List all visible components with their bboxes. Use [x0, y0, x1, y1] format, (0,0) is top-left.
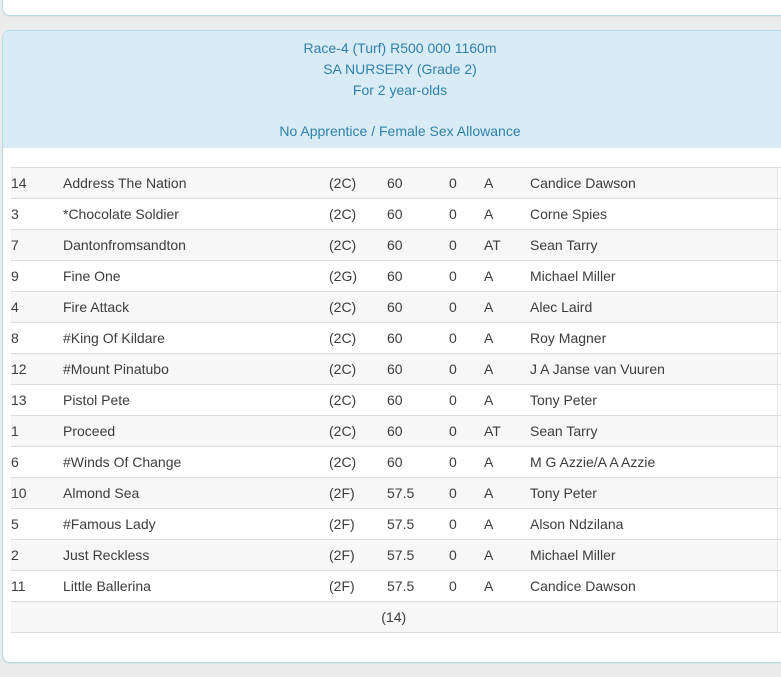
- entry-weight: 60: [387, 354, 449, 385]
- age-sex-group: (2F): [329, 578, 355, 594]
- apprentice-allowance: 0: [449, 292, 484, 323]
- age-sex-group: (2G): [329, 268, 357, 284]
- race-card-panel: [2, 30, 781, 663]
- entry-weight: 60: [387, 168, 449, 199]
- row-spacer: [777, 540, 781, 571]
- entry-number: 9: [11, 268, 19, 284]
- rider-status: A: [484, 168, 530, 199]
- entry-weight: 60: [387, 292, 449, 323]
- rider-status: A: [484, 478, 530, 509]
- table-row: [11, 540, 781, 571]
- race-allowance-note: No Apprentice / Female Sex Allowance: [279, 123, 521, 139]
- table-row: [11, 509, 781, 540]
- table-row: [11, 416, 781, 447]
- row-spacer: [777, 354, 781, 385]
- entry-number: 12: [11, 354, 63, 385]
- apprentice-allowance: 0: [449, 478, 484, 509]
- trainer-name: Michael Miller: [530, 268, 616, 284]
- rider-status: AT: [484, 416, 530, 447]
- apprentice-allowance: 0: [449, 454, 457, 470]
- apprentice-allowance: 0: [449, 354, 484, 385]
- apprentice-allowance: 0: [449, 416, 484, 447]
- row-spacer: [777, 447, 781, 478]
- race-name: SA NURSERY (Grade 2): [323, 61, 477, 77]
- table-row: [11, 478, 781, 509]
- horse-name: Proceed: [63, 416, 329, 447]
- trainer-name: Sean Tarry: [530, 230, 777, 261]
- entry-number: 13: [11, 392, 27, 408]
- horse-name: *Chocolate Soldier: [63, 206, 179, 222]
- trainer-name: Corne Spies: [530, 206, 608, 222]
- entry-weight: 57.5: [387, 478, 449, 509]
- age-sex-group: (2C): [329, 392, 357, 408]
- rider-status: A: [484, 540, 530, 571]
- age-sex-group: (2F): [329, 478, 387, 509]
- race-age-condition: For 2 year-olds: [352, 82, 448, 98]
- row-spacer: [777, 323, 781, 354]
- age-sex-group: (2C): [329, 292, 387, 323]
- table-row: [11, 292, 781, 323]
- age-sex-group: (2C): [329, 330, 357, 346]
- row-spacer: [777, 571, 781, 602]
- horse-name: Pistol Pete: [63, 392, 130, 408]
- rider-status: AT: [484, 230, 530, 261]
- entry-weight: 57.5: [387, 578, 415, 594]
- horse-name: #Mount Pinatubo: [63, 354, 329, 385]
- apprentice-allowance: 0: [449, 206, 457, 222]
- row-spacer: [777, 602, 781, 633]
- age-sex-group: (2C): [329, 354, 387, 385]
- entry-weight: 57.5: [387, 540, 449, 571]
- table-row: [11, 323, 781, 354]
- field-size-row: [11, 602, 781, 633]
- table-row: [11, 447, 781, 478]
- table-row: [11, 385, 781, 416]
- horse-name: Just Reckless: [63, 540, 329, 571]
- entry-weight: 60: [387, 206, 403, 222]
- entry-weight: 57.5: [387, 516, 415, 532]
- row-spacer: [777, 478, 781, 509]
- entry-number: 8: [11, 330, 19, 346]
- table-row: [11, 199, 781, 230]
- table-row: [11, 261, 781, 292]
- table-row: [11, 230, 781, 261]
- entry-number: 4: [11, 292, 63, 323]
- row-spacer: [777, 416, 781, 447]
- age-sex-group: (2F): [329, 516, 355, 532]
- race-title: Race-4 (Turf) R500 000 1160m: [303, 40, 497, 56]
- age-sex-group: (2F): [329, 540, 387, 571]
- horse-name: #King Of Kildare: [63, 330, 165, 346]
- rider-status: A: [484, 206, 494, 222]
- entry-number: 5: [11, 516, 19, 532]
- trainer-name: Candice Dawson: [530, 578, 636, 594]
- entry-number: 1: [11, 416, 63, 447]
- trainer-name: Tony Peter: [530, 478, 777, 509]
- field-size-total: (14): [11, 602, 777, 633]
- row-spacer: [777, 385, 781, 416]
- apprentice-allowance: 0: [449, 168, 484, 199]
- race-header: [3, 31, 781, 148]
- entry-weight: 60: [387, 454, 403, 470]
- trainer-name: Roy Magner: [530, 330, 607, 346]
- row-spacer: [777, 168, 781, 199]
- rider-status: A: [484, 268, 494, 284]
- age-sex-group: (2C): [329, 230, 387, 261]
- row-spacer: [777, 230, 781, 261]
- entry-number: 14: [11, 168, 63, 199]
- rider-status: A: [484, 292, 530, 323]
- age-sex-group: (2C): [329, 416, 387, 447]
- rider-status: A: [484, 516, 494, 532]
- trainer-name: Michael Miller: [530, 540, 777, 571]
- table-row: [11, 168, 781, 199]
- entry-number: 7: [11, 230, 63, 261]
- horse-name: Almond Sea: [63, 478, 329, 509]
- horse-name: Dantonfromsandton: [63, 230, 329, 261]
- rider-status: A: [484, 330, 494, 346]
- rider-status: A: [484, 578, 494, 594]
- entry-weight: 60: [387, 392, 403, 408]
- horse-name: Address The Nation: [63, 168, 329, 199]
- apprentice-allowance: 0: [449, 230, 484, 261]
- entry-number: 6: [11, 454, 19, 470]
- previous-race-panel-edge: [2, 0, 781, 16]
- row-spacer: [777, 292, 781, 323]
- trainer-name: Alson Ndzilana: [530, 516, 624, 532]
- trainer-name: M G Azzie/A A Azzie: [530, 454, 656, 470]
- age-sex-group: (2C): [329, 206, 357, 222]
- entry-weight: 60: [387, 230, 449, 261]
- rider-status: A: [484, 354, 530, 385]
- trainer-name: Sean Tarry: [530, 416, 777, 447]
- entry-number: 2: [11, 540, 63, 571]
- entries-tbody: [11, 168, 781, 633]
- entry-number: 11: [11, 578, 26, 594]
- apprentice-allowance: 0: [449, 392, 457, 408]
- trainer-name: J A Janse van Vuuren: [530, 354, 777, 385]
- apprentice-allowance: 0: [449, 516, 457, 532]
- table-row: [11, 354, 781, 385]
- row-spacer: [777, 261, 781, 292]
- age-sex-group: (2C): [329, 168, 387, 199]
- trainer-name: Tony Peter: [530, 392, 597, 408]
- entries-table: [11, 167, 781, 633]
- horse-name: Fine One: [63, 268, 121, 284]
- entry-weight: 60: [387, 416, 449, 447]
- table-row: [11, 571, 781, 602]
- entry-number: 3: [11, 206, 19, 222]
- horse-name: Little Ballerina: [63, 578, 151, 594]
- entry-weight: 60: [387, 268, 403, 284]
- row-spacer: [777, 509, 781, 540]
- apprentice-allowance: 0: [449, 268, 457, 284]
- horse-name: #Famous Lady: [63, 516, 156, 532]
- entry-number: 10: [11, 478, 63, 509]
- horse-name: #Winds Of Change: [63, 454, 182, 470]
- rider-status: A: [484, 392, 494, 408]
- entry-weight: 60: [387, 330, 403, 346]
- rider-status: A: [484, 454, 494, 470]
- row-spacer: [777, 199, 781, 230]
- apprentice-allowance: 0: [449, 330, 457, 346]
- horse-name: Fire Attack: [63, 292, 329, 323]
- trainer-name: Alec Laird: [530, 292, 777, 323]
- apprentice-allowance: 0: [449, 578, 457, 594]
- age-sex-group: (2C): [329, 454, 357, 470]
- trainer-name: Candice Dawson: [530, 168, 777, 199]
- apprentice-allowance: 0: [449, 540, 484, 571]
